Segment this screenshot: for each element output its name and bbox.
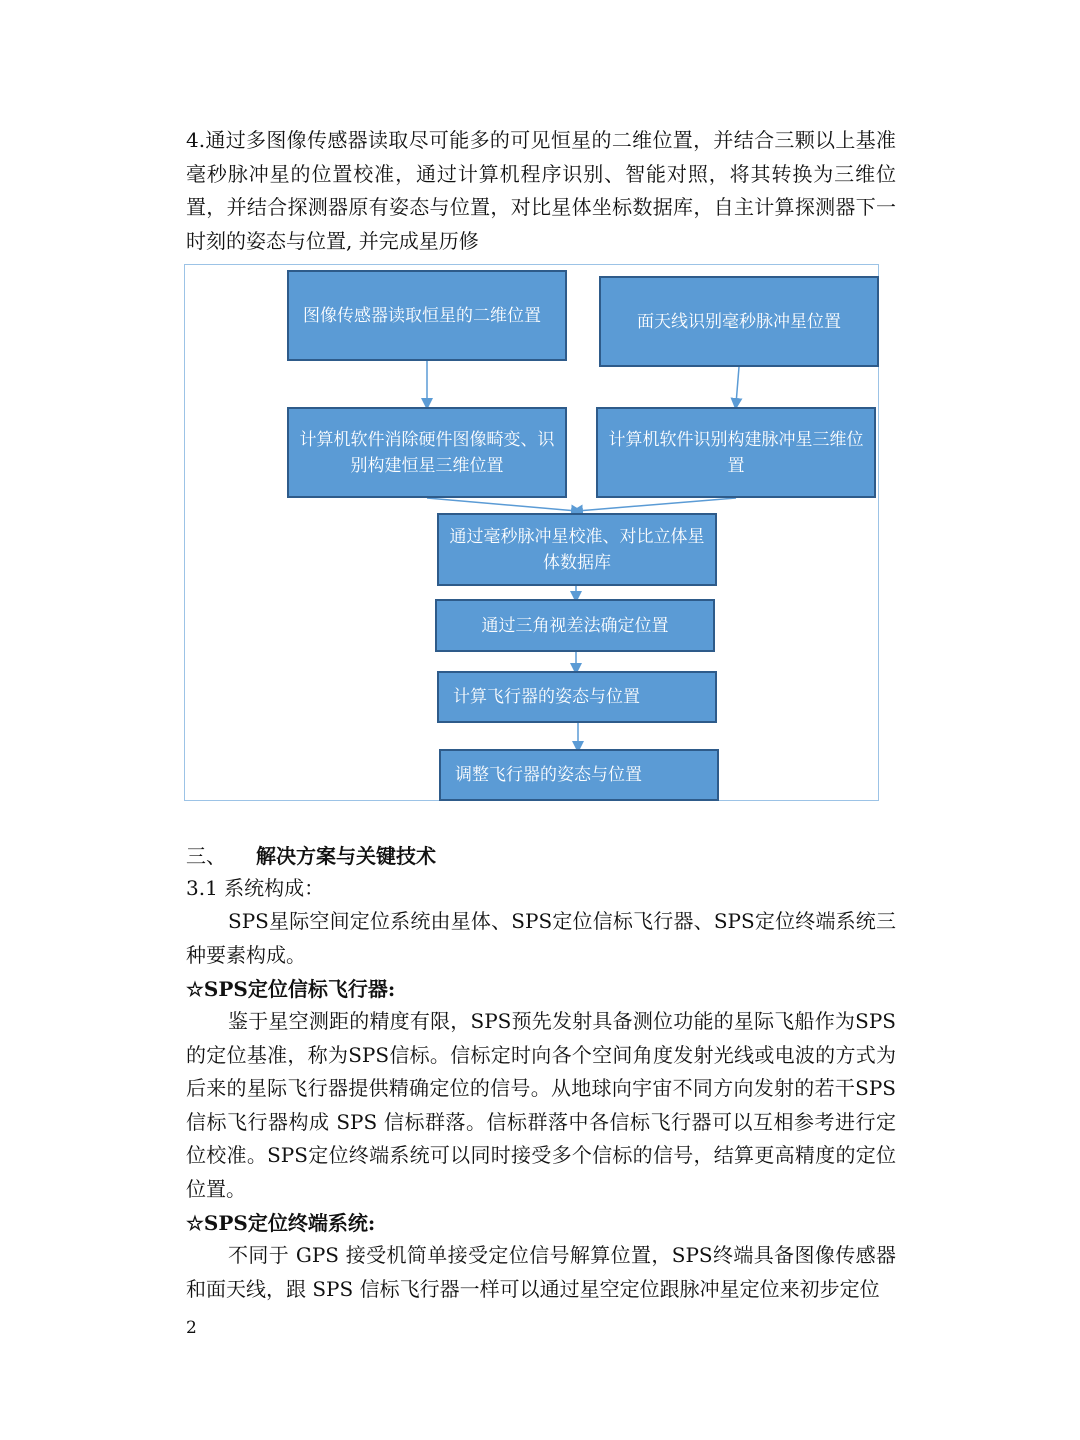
- section-number: 三、: [186, 844, 226, 868]
- subsection-title: 3.1 系统构成：: [186, 876, 325, 900]
- terminal-paragraph: 不同于 GPS 接受机简单接受定位信号解算位置，SPS终端具备图像传感器和面天线，跟 SPS 信标飞行器一样可以通过星空定位跟脉冲星定位来初步定位: [186, 1243, 896, 1301]
- section-title: 解决方案与关键技术: [256, 844, 436, 868]
- page-number: 2: [186, 1318, 197, 1338]
- beacon-heading: ☆SPS定位信标飞行器:: [186, 977, 396, 1001]
- flow-box-software-distortion: 计算机软件消除硬件图像畸变、识别构建恒星三维位置: [287, 407, 567, 498]
- flow-box-triangulate: 通过三角视差法确定位置: [435, 599, 715, 652]
- flow-box-image-sensor: 图像传感器读取恒星的二维位置: [287, 270, 567, 361]
- terminal-heading: ☆SPS定位终端系统:: [186, 1211, 376, 1235]
- flow-box-compute: 计算飞行器的姿态与位置: [437, 671, 717, 723]
- beacon-paragraph: 鉴于星空测距的精度有限，SPS预先发射具备测位功能的星际飞船作为SPS的定位基准，称为SPS信标。信标定时向各个空间角度发射光线或电波的方式为后来的星际飞行器提供精确定位的信号。从地球向宇宙不同方向发射的若干SPS信标飞行器构成 SPS 信标群落。信标群落中各信标飞行器可以互相参考进行定位校准。SPS定位终端系统可以同时接受多个信标的信号，结算更高精度的定位位置。: [186, 1009, 896, 1201]
- flow-box-antenna: 面天线识别毫秒脉冲星位置: [599, 276, 879, 367]
- intro-paragraph: 4.通过多图像传感器读取尽可能多的可见恒星的二维位置，并结合三颗以上基准毫秒脉冲星的位置校准，通过计算机程序识别、智能对照，将其转换为三维位置，并结合探测器原有姿态与位置，对比星体坐标数据库，自主计算探测器下一时刻的姿态与位置, 并完成星历修: [186, 128, 896, 253]
- system-paragraph: SPS星际空间定位系统由星体、SPS定位信标飞行器、SPS定位终端系统三种要素构成。: [186, 909, 896, 967]
- flow-box-adjust: 调整飞行器的姿态与位置: [439, 749, 719, 801]
- flow-box-software-pulsar: 计算机软件识别构建脉冲星三维位置: [596, 407, 876, 498]
- flow-box-calibrate: 通过毫秒脉冲星校准、对比立体星体数据库: [437, 513, 717, 586]
